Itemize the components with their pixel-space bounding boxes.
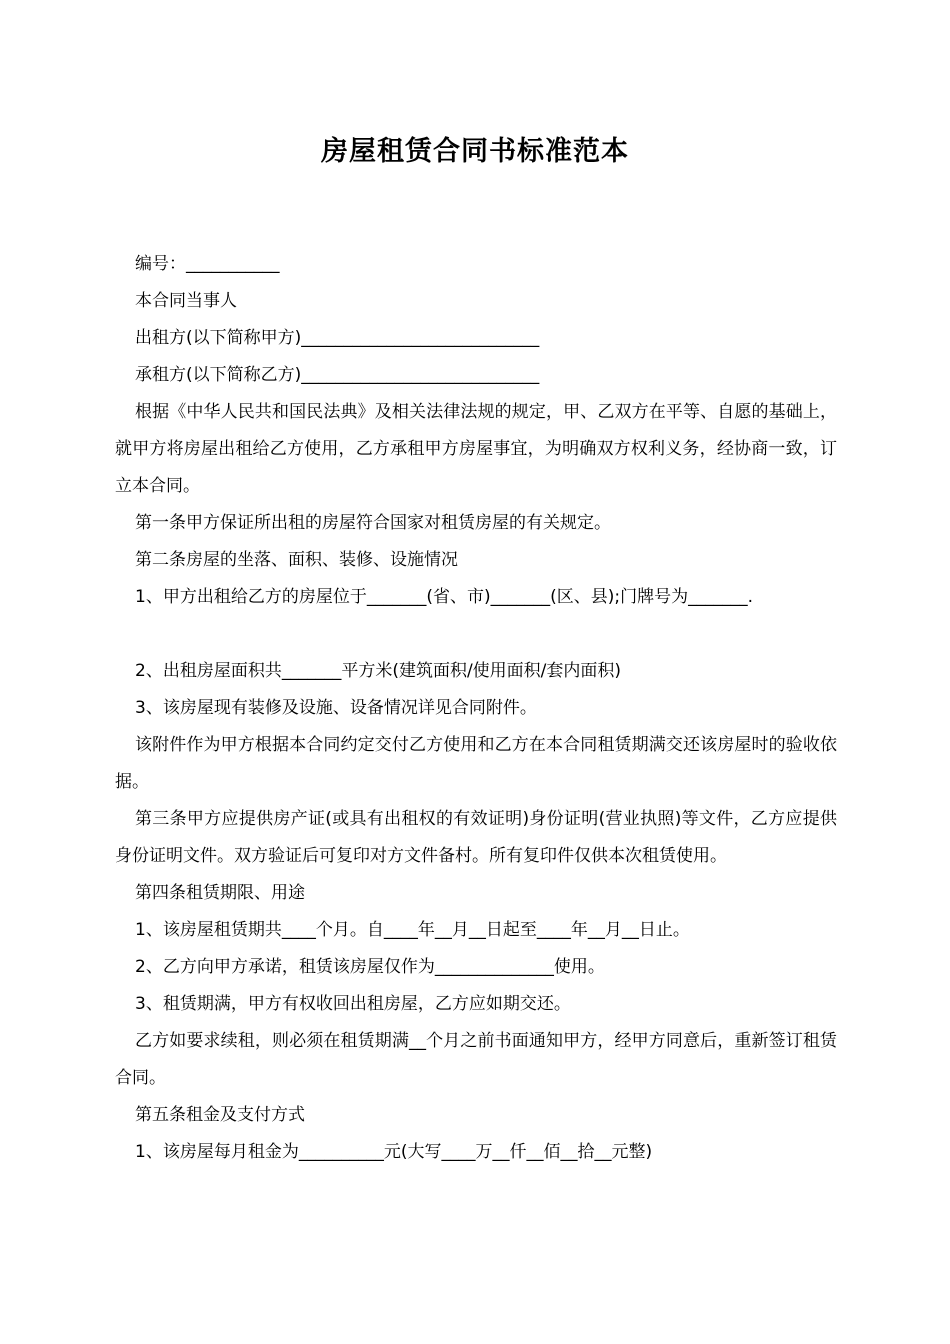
contract-number-line: 编号：___________ bbox=[135, 254, 280, 274]
article-2-heading: 第二条房屋的坐落、面积、装修、设施情况 bbox=[135, 550, 458, 570]
article-4-item-2: 2、乙方向甲方承诺，租赁该房屋仅作为______________使用。 bbox=[135, 957, 605, 977]
lessee-line: 承租方(以下简称乙方)____________________________ bbox=[135, 365, 540, 385]
article-5-item-1: 1、该房屋每月租金为__________元(大写____万__仟__佰__拾__元整) bbox=[135, 1142, 653, 1162]
lessor-line: 出租方(以下简称甲方)____________________________ bbox=[135, 328, 540, 348]
parties-heading: 本合同当事人 bbox=[135, 291, 237, 311]
attachment-paragraph: 该附件作为甲方根据本合同约定交付乙方使用和乙方在本合同租赁期满交还该房屋时的验收依据。 bbox=[115, 735, 837, 792]
renewal-paragraph: 乙方如要求续租，则必须在租赁期满__个月之前书面通知甲方，经甲方同意后，重新签订租赁合同。 bbox=[115, 1031, 837, 1088]
article-1: 第一条甲方保证所出租的房屋符合国家对租赁房屋的有关规定。 bbox=[135, 513, 611, 533]
preamble-paragraph: 根据《中华人民共和国民法典》及相关法律法规的规定，甲、乙双方在平等、自愿的基础上，就甲方将房屋出租给乙方使用，乙方承租甲方房屋事宜，为明确双方权利义务，经协商一致，订立本合同。 bbox=[115, 402, 837, 496]
document-title: 房屋租赁合同书标准范本 bbox=[321, 136, 629, 167]
article-4-item-3: 3、租赁期满，甲方有权收回出租房屋，乙方应如期交还。 bbox=[135, 994, 571, 1014]
article-2-item-1: 1、甲方出租给乙方的房屋位于_______(省、市)_______(区、县);门牌号为_______. bbox=[135, 587, 753, 607]
article-2-item-2: 2、出租房屋面积共_______平方米(建筑面积/使用面积/套内面积) bbox=[135, 661, 622, 681]
article-4-heading: 第四条租赁期限、用途 bbox=[135, 883, 305, 903]
article-5-heading: 第五条租金及支付方式 bbox=[135, 1105, 305, 1125]
article-3: 第三条甲方应提供房产证(或具有出租权的有效证明)身份证明(营业执照)等文件，乙方应提供身份证明文件。双方验证后可复印对方文件备村。所有复印件仅供本次租赁使用。 bbox=[115, 809, 837, 866]
document-body bbox=[115, 246, 837, 1171]
article-4-item-1: 1、该房屋租赁期共____个月。自____年__月__日起至____年__月__日止。 bbox=[135, 920, 690, 940]
article-2-item-3: 3、该房屋现有装修及设施、设备情况详见合同附件。 bbox=[135, 698, 537, 718]
